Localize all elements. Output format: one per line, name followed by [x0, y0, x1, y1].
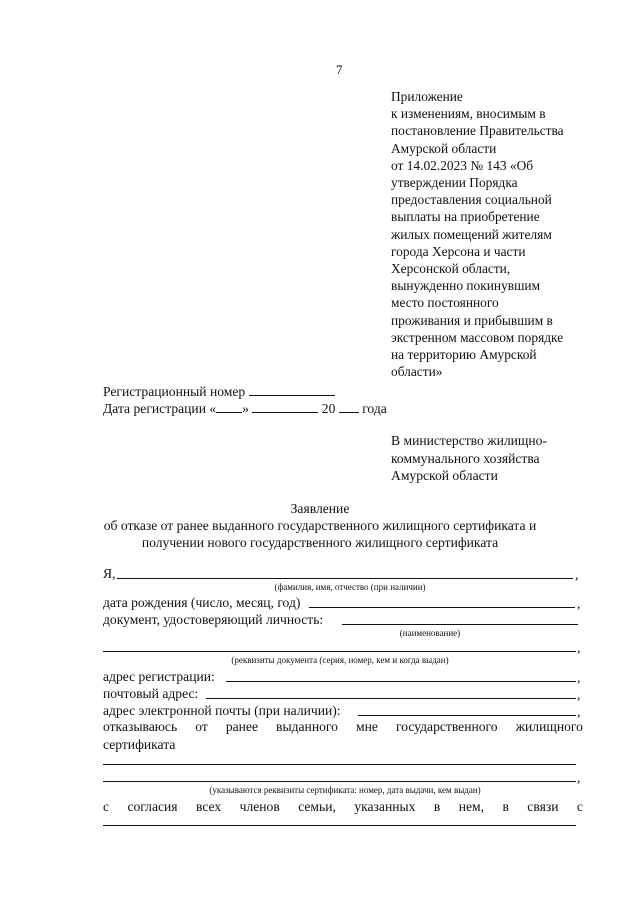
addressee-line: Амурской области [391, 468, 498, 483]
appendix-line: жилых помещений жителям [391, 226, 552, 242]
consent-word: с [576, 799, 583, 814]
consent-word: в [433, 799, 441, 814]
id-document-details-field[interactable] [103, 651, 576, 652]
registration-number-row [103, 384, 335, 400]
addressee-block [391, 432, 547, 485]
document-page: 7 Приложение к изменениям, вносимым в постановление Правительства Амурской области от 14.02.2023 № 143 «Об утверждении Порядка предоставления социальной выплаты на приобретение жилых помещений жителям города Херсона и части Херсонской области, вынужденно покинувшим место постоянного проживания и прибывшим в экстренном массовом порядке на территорию Амурской области» Регистрационный номер Дата регистрации « » 20 года В министерство жилищно- коммунального хозяйства Амурской области Заявление об отказе от ранее выданного государственного жилищного сертификата и получении нового государственного жилищного сертификата Я, , (фамилия, имя, отчество (при наличии) дата рождения (число, месяц, год) , документ, удостоверяющий личность: (наименование) , (реквизиты документа (серия, номер, кем и когда выдан) адрес регистрации: , почтовый адрес: , адрес электронной почты (при наличии): , отказываюсь от ранее выданного мне государственного жилищного сертификата , (указываются реквизиты сертификата: номер, дата выдачи, кем выдан) с согласия всех членов семьи, указанных в нем, в связи с [0, 0, 640, 905]
consent-word: в [502, 799, 509, 814]
id-document-name-field[interactable] [342, 624, 578, 625]
document-subject-line-1: об отказе от ранее выданного государственного жилищного сертификата и [103, 518, 537, 533]
postal-address-label: почтовый адрес: [103, 686, 199, 701]
consent-word: с [103, 799, 110, 814]
appendix-line: утверждении Порядка [391, 175, 518, 191]
registration-month-field[interactable] [252, 401, 318, 413]
refusal-statement-row [103, 719, 583, 735]
id-document-details-hint: (реквизиты документа (серия, номер, кем и когда выдан) [231, 655, 449, 665]
registration-date-row: Дата регистрации « » 20 года [103, 401, 387, 416]
certificate-details-field-1[interactable] [103, 764, 576, 765]
id-document-hint: (наименование) [399, 628, 461, 638]
appendix-line: Приложение [391, 89, 463, 104]
consent-word: семьи, [298, 799, 336, 814]
id-document-label: документ, удостоверяющий личность: [103, 612, 324, 627]
appendix-line: постановление Правительства [391, 123, 564, 139]
appendix-line: проживания и прибывшим в [391, 312, 553, 328]
appendix-line: предоставления социальной [391, 192, 552, 208]
fio-hint: (фамилия, имя, отчество (при наличии) [274, 582, 426, 592]
refusal-word: мне [355, 719, 378, 734]
page-number: 7 [336, 62, 343, 77]
registration-day-field[interactable] [216, 401, 242, 413]
email-field[interactable] [358, 715, 576, 716]
consent-word: членов [239, 799, 280, 814]
document-heading: Заявление [290, 501, 350, 516]
consent-statement-row [103, 799, 583, 815]
birth-date-label: дата рождения (число, месяц, год) [103, 595, 301, 610]
registration-date-label: Дата регистрации « [103, 401, 217, 416]
postal-address-field[interactable] [206, 698, 576, 699]
addressee-line: В министерство жилищно- [391, 433, 547, 448]
birth-date-field[interactable] [309, 607, 575, 608]
refusal-word: отказываюсь [103, 719, 178, 734]
registration-year-suffix: года [362, 401, 387, 416]
appendix-line: от 14.02.2023 № 143 «Об [391, 157, 534, 173]
appendix-line: области» [391, 364, 443, 380]
consent-word: всех [195, 799, 222, 814]
consent-word: указанных [354, 799, 416, 814]
registration-year-field[interactable] [339, 401, 359, 413]
appendix-line: к изменениям, вносимым в [391, 106, 546, 122]
consent-word: нем, [458, 799, 485, 814]
certificate-word: сертификата [103, 737, 176, 752]
appendix-line: место постоянного [391, 295, 499, 311]
refusal-word: государственного [395, 719, 498, 734]
reason-field[interactable] [103, 825, 576, 826]
registration-number-field[interactable] [249, 384, 335, 396]
refusal-word: ранее [225, 719, 258, 734]
refusal-word: выданного [276, 719, 338, 734]
appendix-line: города Херсона и части [391, 243, 526, 259]
certificate-details-hint: (указываются реквизиты сертификата: номер, дата выдачи, кем выдан) [209, 785, 481, 795]
registration-number-label: Регистрационный номер [103, 384, 246, 399]
appendix-line: Херсонской области, [391, 261, 511, 277]
appendix-line: выплаты на приобретение [391, 209, 540, 225]
refusal-word: жилищного [515, 719, 583, 734]
fio-field[interactable] [117, 578, 573, 579]
appendix-block [391, 88, 611, 380]
document-subject-line-2: получении нового государственного жилищного сертификата [141, 535, 499, 550]
registration-address-label: адрес регистрации: [103, 669, 215, 684]
refusal-word: от [195, 719, 208, 734]
registration-year-prefix: 20 [321, 401, 336, 416]
consent-word: согласия [127, 799, 178, 814]
certificate-details-field-2[interactable] [103, 781, 576, 782]
addressee-line: коммунального хозяйства [391, 450, 540, 466]
appendix-line: на территорию Амурской [391, 347, 537, 363]
appendix-line: экстренном массовом порядке [391, 329, 564, 345]
appendix-line: вынужденно покинувшим [391, 278, 541, 294]
appendix-line: Амурской области [391, 140, 497, 156]
email-label: адрес электронной почты (при наличии): [103, 703, 341, 718]
registration-address-field[interactable] [226, 681, 576, 682]
consent-word: связи [527, 799, 559, 814]
applicant-label: Я, [103, 566, 116, 581]
